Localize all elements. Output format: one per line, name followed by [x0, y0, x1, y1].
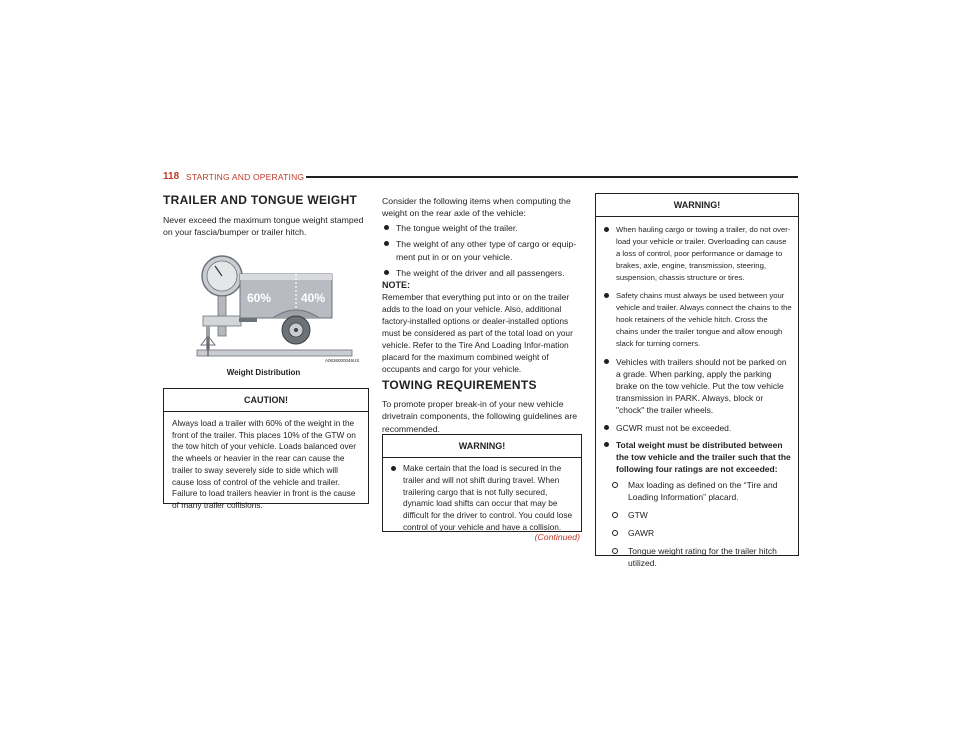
sub-list-item: GAWR	[602, 527, 792, 539]
sub-list-item: Tongue weight rating for the trailer hitch utilized.	[602, 545, 792, 569]
list-item: The weight of the driver and all passengers.	[382, 267, 582, 279]
warning-box-right	[595, 193, 799, 568]
weight-distribution-figure	[195, 252, 365, 364]
warning-list	[596, 217, 798, 475]
continued-label: (Continued)	[534, 532, 580, 542]
rear-axle-list	[382, 222, 582, 280]
heading-trailer-tongue-weight: TRAILER AND TONGUE WEIGHT	[163, 193, 358, 207]
heading-towing-requirements: TOWING REQUIREMENTS	[382, 378, 537, 392]
caution-text: Always load a trailer with 60% of the weight in the front of the trailer. This places 10% of the GTW on the tow hitch of your vehicle. Loads balanced over the wheels or heavier in the rear can cause the trailer to sway severely side to side which will cause loss of control of the vehicle and trailer. Failure to load trailers heavier in front is the cause of many trailer collisions.	[172, 418, 357, 510]
sub-list-item: Max loading as defined on the “Tire and Loading Information” placard.	[602, 479, 792, 503]
caution-box	[163, 388, 369, 510]
section-title: STARTING AND OPERATING	[186, 172, 305, 182]
list-item: The tongue weight of the trailer.	[382, 222, 582, 234]
list-item: Make certain that the load is secured in the trailer and will not shift during travel. When trailering cargo that is not fully secured, dynamic load shifts can occur that may be difficult for the driver to control. You could lose control of your vehicle and have a collision.	[389, 463, 575, 534]
note-label: NOTE:	[382, 280, 410, 290]
intro-paragraph: Never exceed the maximum tongue weight stamped on your fascia/bumper or trailer hitch.	[163, 215, 364, 238]
list-item: The weight of any other type of cargo or equip-ment put in or on your vehicle.	[382, 238, 582, 263]
note-text: Remember that everything put into or on the trailer adds to the load on your vehicle. Also, additional factory-installed options or dealer-installed options must be considered as part of the total load on your vehicle. Refer to the Tire And Loading Infor-mation placard for the maximum combined weight of occupants and cargo for your vehicle.	[382, 292, 573, 374]
list-item: GCWR must not be exceeded.	[602, 422, 792, 434]
ratings-sub-list	[596, 479, 798, 569]
sub-list-item: GTW	[602, 509, 792, 521]
list-item: Safety chains must always be used between your vehicle and trailer. Always connect the chains to the hook retainers of the vehicle hitch. Cross the chains under the trailer tongue and allow enough slack for turning corners.	[602, 290, 792, 350]
figure-code: A0636000046US	[325, 358, 360, 363]
list-item: Vehicles with trailers should not be parked on a grade. When parking, apply the parking brake on the tow vehicle. Put the tow vehicle transmission in PARK. Always, block or "chock" the trailer wheels.	[602, 356, 792, 416]
front-percent-label: 60%	[247, 291, 272, 305]
warning-list	[383, 458, 581, 534]
warning-title: WARNING!	[596, 194, 798, 217]
warning-title: WARNING!	[383, 435, 581, 458]
rear-axle-intro: Consider the following items when computing the weight on the rear axle of the vehicle:	[382, 196, 571, 219]
caution-title: CAUTION!	[164, 389, 368, 412]
rear-percent-label: 40%	[301, 291, 326, 305]
list-item: When hauling cargo or towing a trailer, do not over-load your vehicle or trailer. Overloading can cause a loss of control, poor performance or damage to brakes, axle, engine, transmission, steering, suspension, chassis structure or tires.	[602, 224, 792, 284]
figure-caption: Weight Distribution	[226, 368, 301, 377]
header-rule	[306, 176, 798, 178]
list-item: Total weight must be distributed between the tow vehicle and the trailer such that the following four ratings are not exceeded:	[602, 439, 792, 475]
warning-box-middle	[382, 434, 582, 532]
page-number: 118	[163, 171, 180, 182]
towing-intro: To promote proper break-in of your new vehicle drivetrain components, the following guidelines are recommended.	[382, 399, 578, 434]
ground-base	[197, 350, 352, 356]
